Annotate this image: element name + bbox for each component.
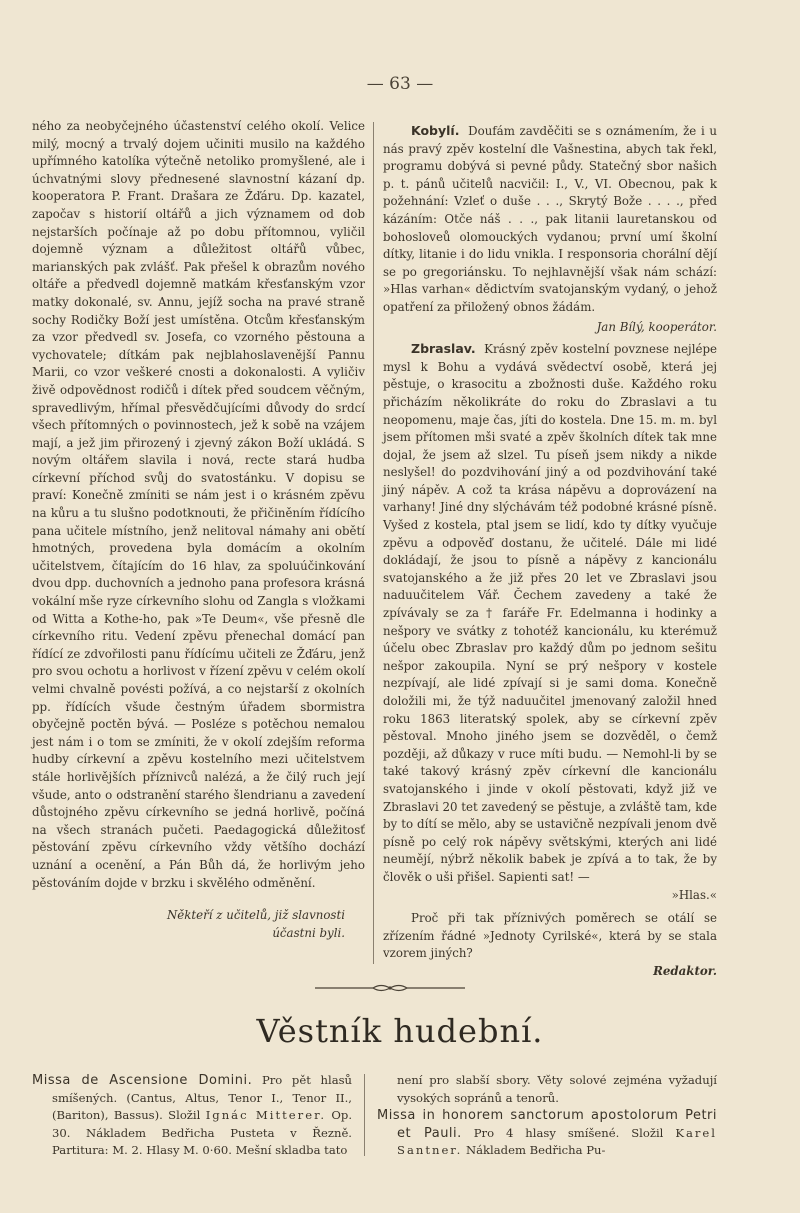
page-number: — 63 — bbox=[366, 74, 434, 94]
left-signature-line-2: účastni byli. bbox=[272, 926, 345, 941]
notes-divider bbox=[364, 1074, 365, 1156]
mass-petri-pauli-description: Pro 4 hlasy smíšené. Složil bbox=[473, 1125, 664, 1140]
report-kobyli bbox=[383, 122, 717, 336]
report-kobyli-place: Kobylí. bbox=[411, 123, 460, 138]
mass-ascensione-description: Pro pět hlasů smíšených. (Cantus, Altus, Tenor I., Tenor II., (Bariton), Bassus). Složil bbox=[52, 1073, 353, 1123]
report-kobyli-text: Doufám zavděčiti se s oznámením, že i u nás pravý zpěv kostelní dle Vašnestina, abych tak řekl, programu dobývá si pevné půdy. Statečný sbor našich p. t. pánů učitelů nacvičil: I., V., VI. Obecnou, pak k požehnání: Vzleť o duše . . ., Skrytý Bože . . . ., před kázáním: Otče náš . . ., pak litanii lauretanskou od bohosloveů olomouckých vydanou; první umí školní dítky, litanie i do lidu vnikla. I responsoria chorální dějí se po gregoriánsku. To nejhlavnější však nám schází: »Hlas varhan« dědictvím svatojanským vydaný, o jehož opatření za přiložený obnos žádám. bbox=[383, 124, 717, 314]
left-column-text: ného za neobyčejného účastenství celého okolí. Velice milý, mocný a trvalý dojem učiniti musilo na každého upřímného katolíka výtečně netoliko promyšlené, ale i úchvatnými slovy přednesené slavnostní kázaní dp. kooperatora P. Frant. Drašara ze Žďáru. Dp. kazatel, započav s historií oltářů a jich významem od dob nejstarších počínaje až po dobu přítomnou, vyličil dojemně význam a důležitost oltářů vůbec, marianských pak zvlášť. Pak přešel k obrazům nového oltáře a předvedl dojemně matkám křesťanským vzor matky dokonalé, sv. Annu, jejíž socha na pravé straně sochy Rodičky Boží jest umístěna. Otcům křesťanským za vzor předvedl sv. Josefa, co vzorného pěstouna a vychovatele; dítkám pak nejblahoslavenější Pannu Marii, co vzor veškeré cnosti a dokonalosti. A vyličiv živě odpovědnost rodičů i dítek před soudcem věčným, spravedlivým, hřímal přesvědčujícími důvody do srdcí všech přítomných o povinnostech, jež k sobě na vzájem mají, a jež jim přirozený i zjevný zákon Boží ukládá. S novým oltářem slavila i nová, recte stará hudba církevní příchod svůj do svatostánku. V dopisu se praví: Konečně zmíniti se nám jest i o krásném zpěvu na kůru a tu slušno podotknouti, že přičiněním řídícího pana učitele místního, jenž nelitoval námahy ani obětí hmotných, provedena byla domácím a okolním učitelstvem, čítajícím do 16 hlav, za spoluúčinkování dvou dpp. duchovních a jednoho pana profesora krásná vokální mše ryze církevního slohu od Zangla s vložkami od Witta a Kothe-ho, pak »Te Deum«, vše přesně dle církevního ritu. Vedení zpěvu přenechal domácí pan řídící ze zdvořilosti panu řídícímu učiteli ze Žďáru, jenž pro svou ochotu a horlivost v řízení zpěvu v celém okolí velmi chvalně povésti požívá, a co nejstarší z okolních pp. řídících všude čestným úřadem sbormistra obyčejně poctěn bývá. — Posléze s potěchou nemalou jest nám i o tom se zmíniti, že v okolí zdejším reforma hudby církevní a zpěvu kostelního mezi učitelstvem stále horlivějších příznivců nalézá, a že čilý ruch její všude, anto o odstranění starého šlendrianu a zavedení důstojného zpěvu církevního se jedná horlivě, počíná na všech stranách pučeti. Paedagogická důležitosť pěstování zpěvu církevního vždy většího dochází uznání a ocenění, a Pán Bůh dá, že horlivým jeho pěstováním dojde v brzku i skvělého odměnění. bbox=[32, 119, 365, 890]
mass-ascensione-publisher: Op. 30. Nákladem Bedřicha Pusteta v Řezně. Partitura: M. 2. Hlasy M. 0·60. Mešní skladba tato bbox=[52, 1108, 353, 1158]
left-signature bbox=[32, 906, 345, 942]
ornament-divider bbox=[315, 982, 465, 994]
music-note-left bbox=[32, 1072, 352, 1160]
report-kobyli-signature: Jan Bílý, kooperátor. bbox=[596, 319, 717, 334]
mass-ascensione-composer: Ignác Mitterer. bbox=[205, 1108, 327, 1123]
music-note-right bbox=[377, 1072, 717, 1160]
mass-title-petri-pauli: Missa in honorem sanctorum apostolorum Petri et Pauli. bbox=[377, 1108, 717, 1141]
column-divider bbox=[373, 122, 374, 964]
editor-note bbox=[383, 910, 717, 980]
mass-petri-pauli-publisher: Nákladem Bedřicha Pu- bbox=[465, 1143, 606, 1158]
left-signature-line-1: Někteří z učitelů, již slavnosti bbox=[166, 908, 345, 923]
report-zbraslav-place: Zbraslav. bbox=[411, 341, 476, 357]
editor-signature: Redaktor. bbox=[653, 963, 717, 978]
mass-ascensione-continuation: není pro slabší sbory. Věty solové zejména vyžadují vysokých sopránů a tenorů. bbox=[397, 1073, 717, 1105]
editor-note-text: Proč při tak příznivých poměrech se otálí se zřízením řádné »Jednoty Cyrilské«, která by se stala vzorem jiných? bbox=[383, 911, 717, 961]
report-zbraslav-signature: »Hlas.« bbox=[671, 887, 717, 902]
right-column bbox=[383, 118, 717, 981]
left-column bbox=[32, 118, 365, 942]
mass-title-ascensione: Missa de Ascensione Domini. bbox=[32, 1073, 253, 1088]
report-zbraslav-text: Krásný zpěv kostelní povznese nejlépe mysl k Bohu a vydává svědectví osobě, která jej pěstuje, o krasocitu a zbožnosti duše. Každého roku přicházím několikráte do roku do Zbraslavi a tu neopomenu, maje čas, jíti do kostela. Dne 15. m. m. byl jsem přítomen mši svaté a zpěv školních dítek tak mne dojal, že jsem až slzel. Tu píseň jsem nikdy a nikde neslyšel! do pozdvihování jiný a od pozdvihování také jiný nápěv. A což ta krása nápěvu a doprovázení na varhany! Jiné dny slýchávám též podobné krásné písně. Vyšed z kostela, ptal jsem se lidí, kdo ty dítky vyučuje zpěvu a odpověď dostanu, že učitelé. Dále mi lidé dokládají, že jsou to písně a nápěvy z kancionálu svatojanského a že již přes 20 let ve Zbraslavi jsou naduučitelem Vář. Čechem zavedeny a také že zpívávaly se za † faráře Fr. Edelmanna i hodinky a nešpory ve svátky z tohotéž kancionálu, ku kterémuž účelu obec Zbraslav pro každý dům po jednom sešitu nešpor zakoupila. Nyní se prý nešpory v kostele nezpívají, ale lidé zpívají si je sami doma. Konečně doložili mi, že týž naduučitel jmenovaný založil hned roku 1863 literatský spolek, aby se církevní zpěv pěstoval. Mnoho jiného jsem se dozvěděl, o čemž později, až důkazy v ruce míti budu. — Nemohl-li by se také takový krásný zpěv církevní dle kancionálu svatojanského i jinde v okolí pěstovati, když již ve Zbraslavi 20 tet zavedený se pěstuje, a zvláště tam, kde by to dítí se mělo, aby se ustavičně nezpívali jenom dvě písně po celý rok nápěvy světskými, kterých ani lidé neumějí, nýbrž několik babek je zpívá a to tak, že by člověk o uši přišel. Sapienti sat! — bbox=[383, 342, 718, 884]
mass-petri-pauli-composer: Karel Santner. bbox=[397, 1125, 717, 1158]
section-title: Věstník hudební. bbox=[256, 1012, 544, 1050]
report-zbraslav bbox=[383, 340, 717, 904]
